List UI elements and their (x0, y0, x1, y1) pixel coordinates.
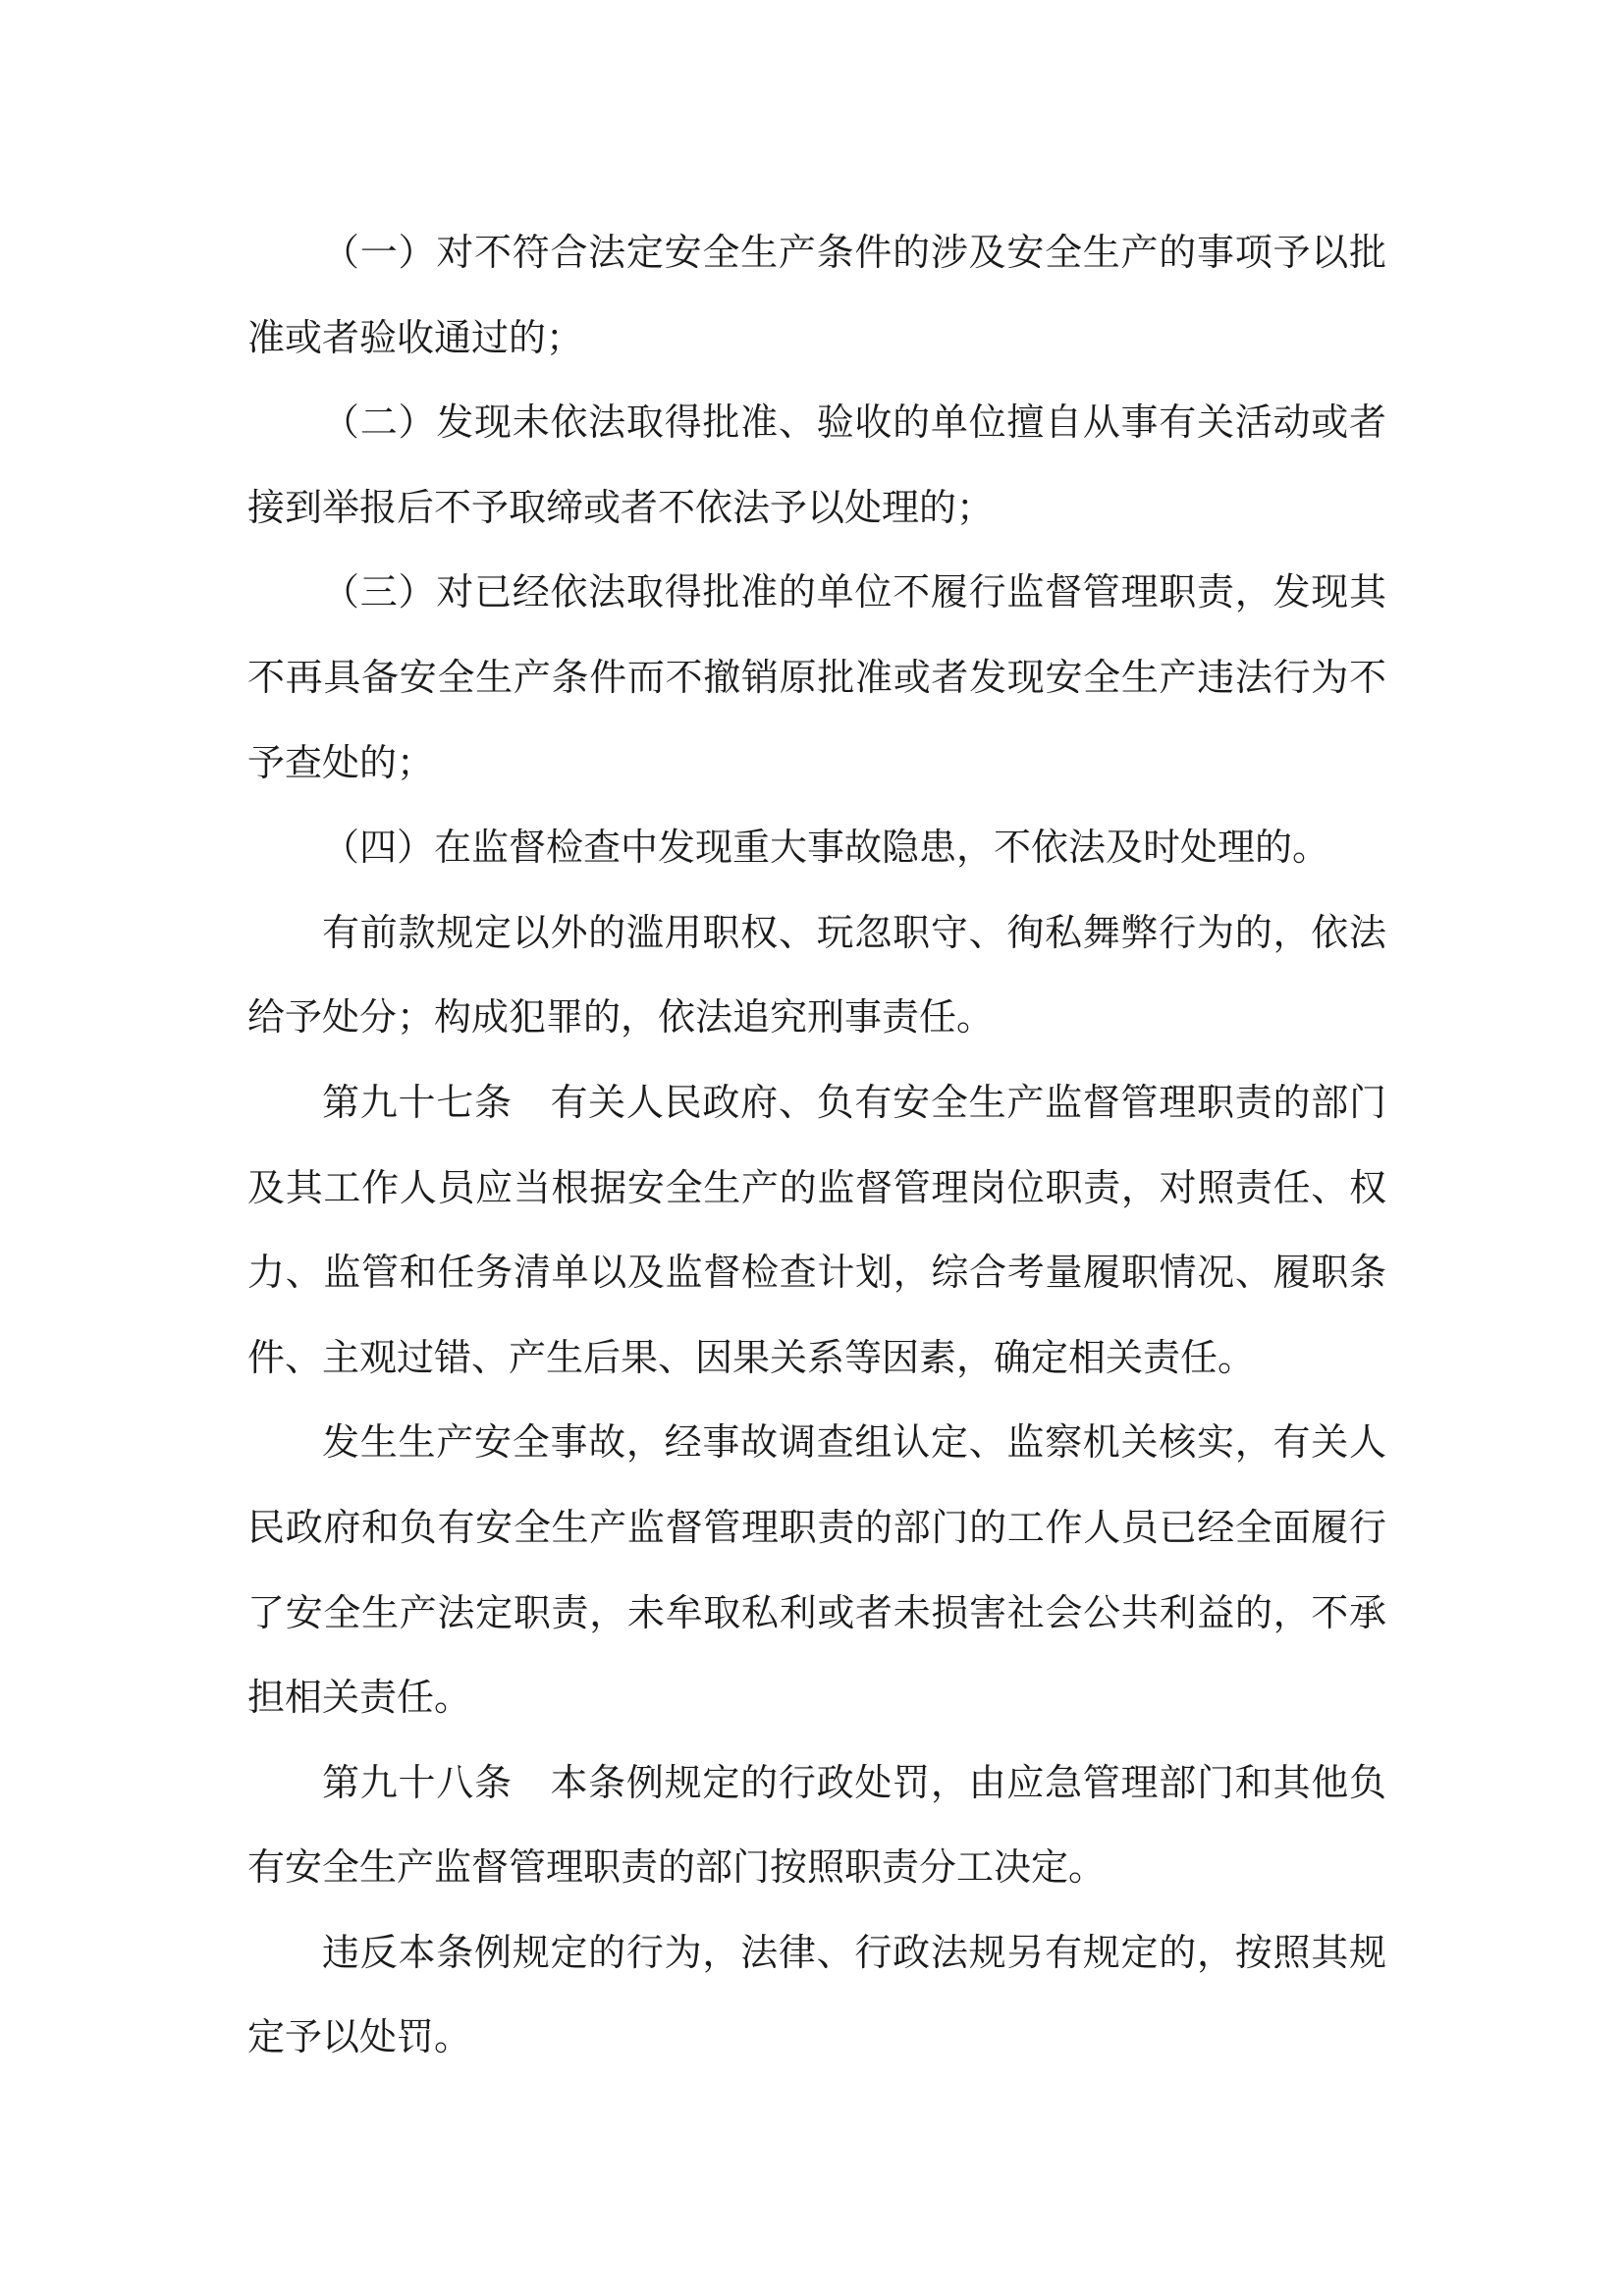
article-98-other-laws: 违反本条例规定的行为，法律、行政法规另有规定的，按照其规定予以处罚。 (247, 1930, 1386, 2059)
article-97-exemption: 发生生产安全事故，经事故调查组认定、监察机关核实，有关人民政府和负有安全生产监督管理职责的部门的工作人员已经全面履行了安全生产法定职责，未牟取私利或者未损害社会公共利益的，不承担相关责任。 (247, 1420, 1386, 1720)
paragraph-item-4: （四）在监督检查中发现重大事故隐患，不依法及时处理的。 (322, 826, 1330, 870)
paragraph-abuse-of-power: 有前款规定以外的滥用职权、玩忽职守、徇私舞弊行为的，依法给予处分；构成犯罪的，依法追究刑事责任。 (247, 910, 1386, 1040)
article-97: 第九十七条 有关人民政府、负有安全生产监督管理职责的部门及其工作人员应当根据安全生产的监督管理岗位职责，对照责任、权力、监管和任务清单以及监督检查计划，综合考量履职情况、履职条件、主观过错、产生后果、因果关系等因素，确定相关责任。 (247, 1080, 1386, 1379)
paragraph-item-3: （三）对已经依法取得批准的单位不履行监督管理职责，发现其不再具备安全生产条件而不撤销原批准或者发现安全生产违法行为不予查处的； (247, 570, 1386, 784)
paragraph-item-1: （一）对不符合法定安全生产条件的涉及安全生产的事项予以批准或者验收通过的； (247, 231, 1386, 359)
document-page (247, 210, 1386, 2080)
article-98: 第九十八条 本条例规定的行政处罚，由应急管理部门和其他负有安全生产监督管理职责的部门按照职责分工决定。 (247, 1760, 1386, 1890)
paragraph-item-2: （二）发现未依法取得批准、验收的单位擅自从事有关活动或者接到举报后不予取缔或者不依法予以处理的； (247, 400, 1386, 529)
